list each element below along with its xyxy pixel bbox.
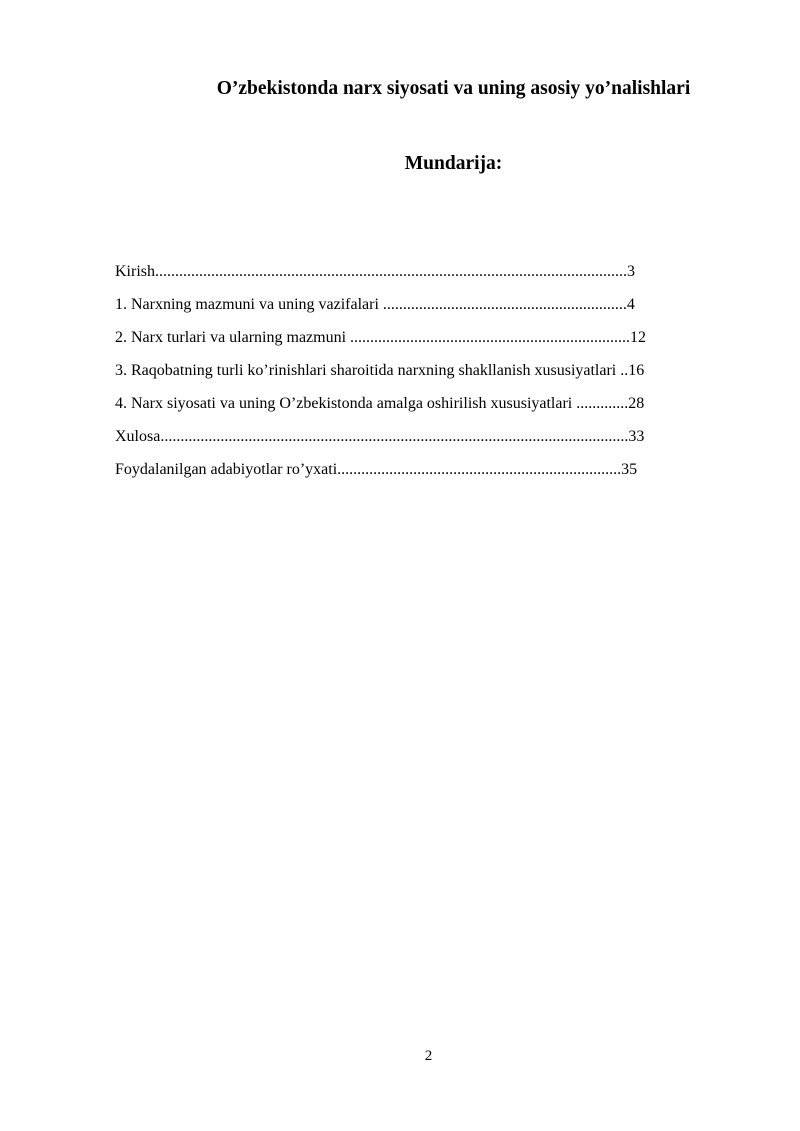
toc-entry-bibliography[interactable]: Foydalanilgan adabiyotlar ro’yxati.......................................................................35 [115,461,638,478]
toc-entry-section-1[interactable]: 1. Narxning mazmuni va uning vazifalari .............................................................4 [115,296,635,313]
table-of-contents [115,259,646,490]
toc-entry-conclusion[interactable]: Xulosa.....................................................................................................................33 [115,428,645,445]
toc-entry-section-2[interactable]: 2. Narx turlari va ularning mazmuni ......................................................................12 [115,329,647,346]
toc-entry-introduction[interactable]: Kirish......................................................................................................................3 [115,263,635,280]
page-number: 2 [424,1048,433,1064]
toc-entry-section-4[interactable]: 4. Narx siyosati va uning O’zbekistonda amalga oshirilish xususiyatlari .............28 [115,395,645,412]
toc-heading: Mundarija: [404,153,503,174]
toc-entry-section-3[interactable]: 3. Raqobatning turli ko’rinishlari sharoitida narxning shakllanish xususiyatlari ..16 [115,362,645,379]
document-title: O’zbekistonda narx siyosati va uning asosiy yo’nalishlari [216,78,691,99]
